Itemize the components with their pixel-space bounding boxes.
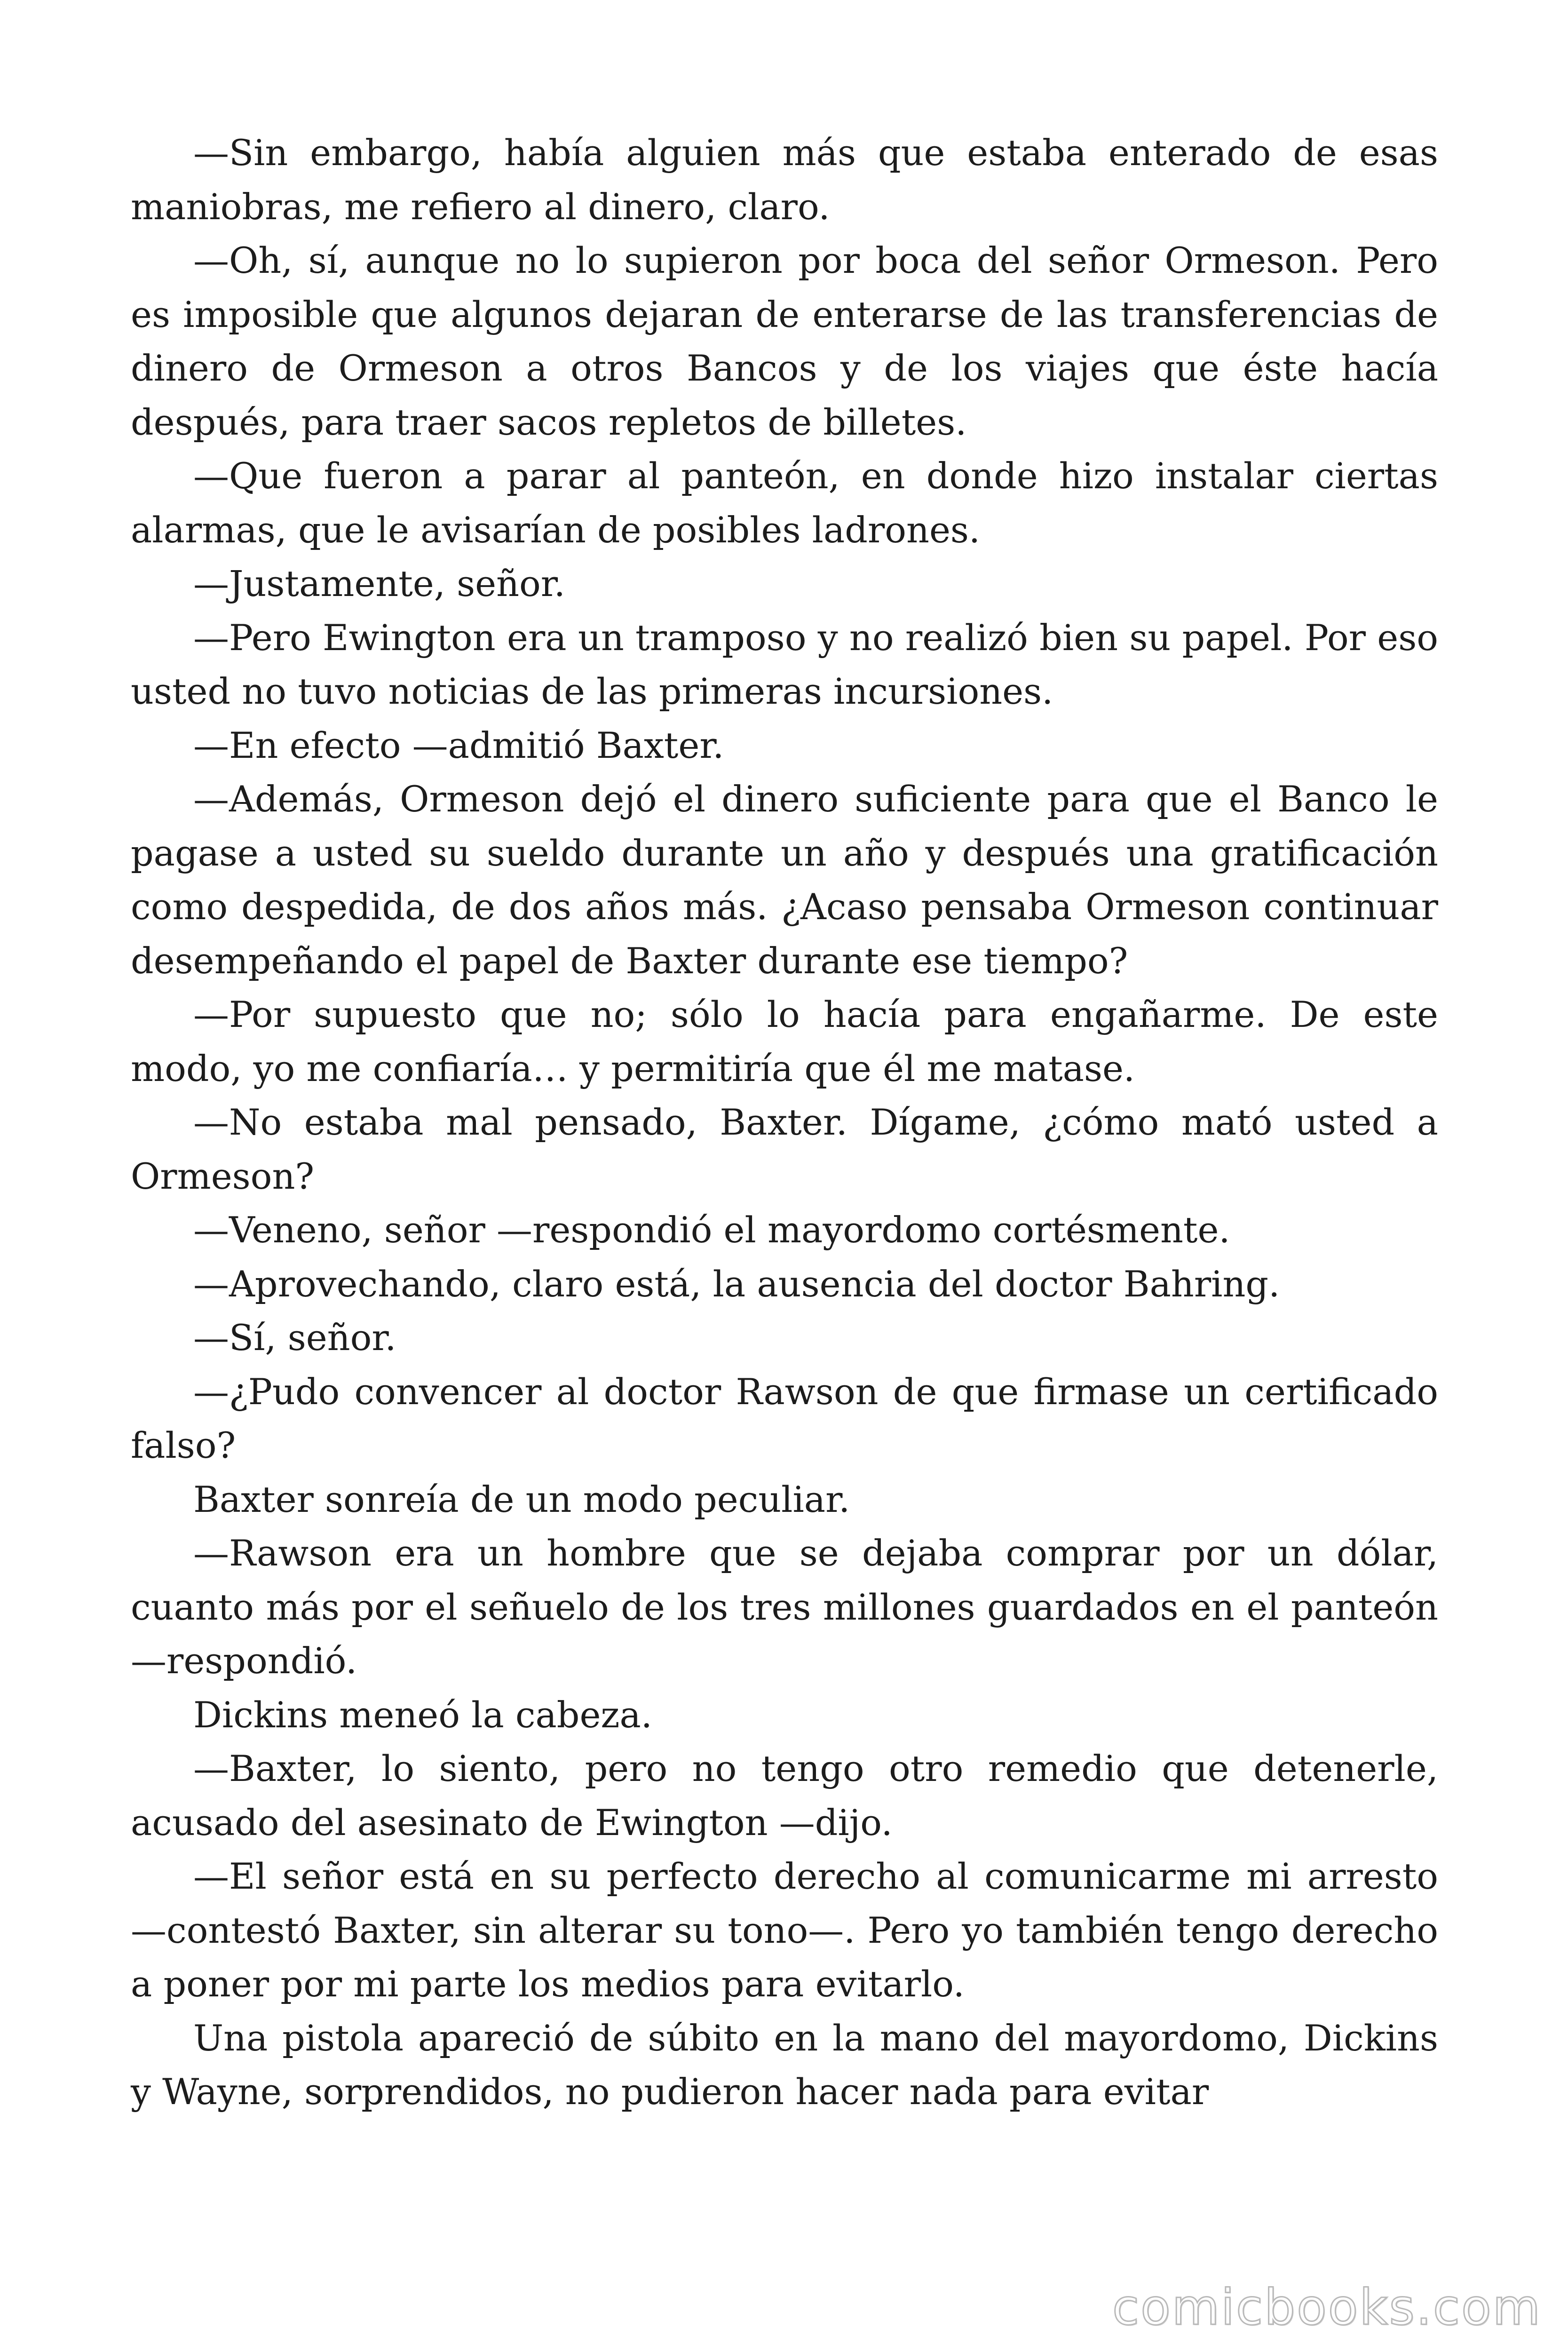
page-body <box>131 126 1438 2119</box>
paragraph: —Justamente, señor. <box>193 563 565 604</box>
paragraph: —Aprovechando, claro está, la ausencia del doctor Bahring. <box>193 1263 1280 1305</box>
paragraph: —Baxter, lo siento, pero no tengo otro remedio que detenerle, acusado del asesinato de Ewington —dijo. <box>131 1748 1438 1843</box>
paragraph: —Sin embargo, había alguien más que estaba enterado de esas maniobras, me refiero al dinero, claro. <box>131 132 1438 228</box>
paragraph: —Por supuesto que no; sólo lo hacía para engañarme. De este modo, yo me confiaría… y permitiría que él me matase. <box>131 993 1438 1089</box>
paragraph: —Veneno, señor —respondió el mayordomo cortésmente. <box>193 1209 1230 1251</box>
paragraph: —¿Pudo convencer al doctor Rawson de que firmase un certificado falso? <box>131 1370 1438 1466</box>
paragraph: Una pistola apareció de súbito en la mano del mayordomo, Dickins y Wayne, sorprendidos, no pudieron hacer nada para evitar <box>131 2017 1438 2113</box>
paragraph: —En efecto —admitió Baxter. <box>193 724 724 766</box>
paragraph: —Que fueron a parar al panteón, en donde hizo instalar ciertas alarmas, que le avisarían de posibles ladrones. <box>131 455 1438 551</box>
paragraph: —El señor está en su perfecto derecho al comunicarme mi arresto —contestó Baxter, sin alterar su tono—. Pero yo también tengo derecho a poner por mi parte los medios para evitarlo. <box>131 1855 1438 2005</box>
paragraph: —Oh, sí, aunque no lo supieron por boca del señor Ormeson. Pero es imposible que algunos dejaran de enterarse de las transferencias de dinero de Ormeson a otros Bancos y de los viajes que éste hacía después, para traer sacos repletos de billetes. <box>131 239 1438 443</box>
paragraph: —Pero Ewington era un tramposo y no realizó bien su papel. Por eso usted no tuvo noticias de las primeras incursiones. <box>131 616 1438 712</box>
paragraph: —Rawson era un hombre que se dejaba comprar por un dólar, cuanto más por el señuelo de los tres millones guardados en el panteón —respondió. <box>131 1532 1438 1682</box>
paragraph: Baxter sonreía de un modo peculiar. <box>193 1478 850 1520</box>
paragraph: Dickins meneó la cabeza. <box>193 1693 652 1736</box>
watermark: comicbooks.com <box>1112 2279 1542 2336</box>
paragraph: —No estaba mal pensado, Baxter. Dígame, ¿cómo mató usted a Ormeson? <box>131 1101 1438 1197</box>
paragraph: —Sí, señor. <box>193 1317 396 1359</box>
paragraph: —Además, Ormeson dejó el dinero suficiente para que el Banco le pagase a usted su sueldo durante un año y después una gratificación como despedida, de dos años más. ¿Acaso pensaba Ormeson continuar desempeñando el papel de Baxter durante ese tiempo? <box>131 778 1438 982</box>
